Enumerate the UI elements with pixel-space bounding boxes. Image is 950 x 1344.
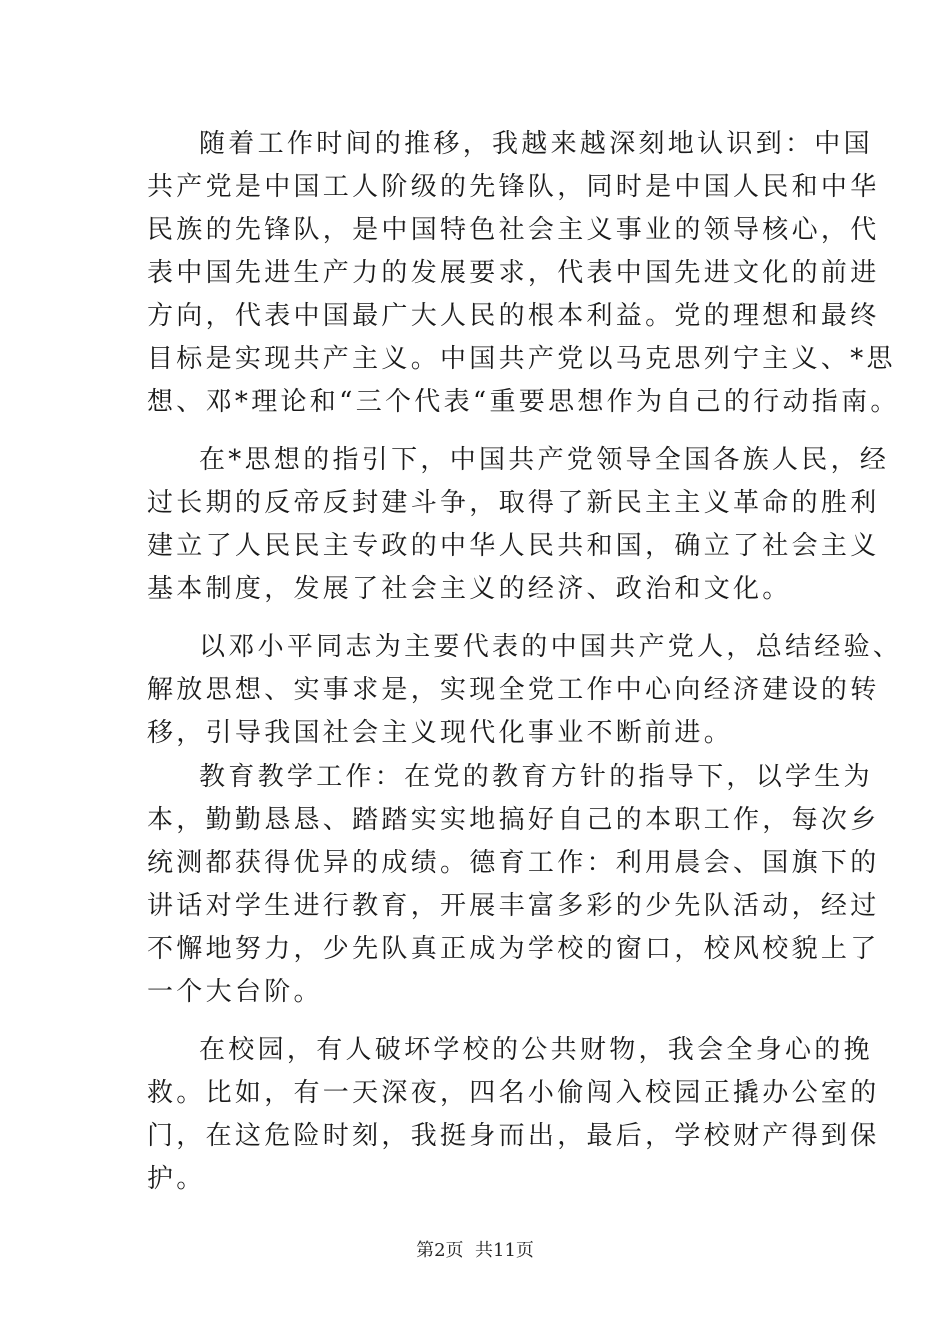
text-line: 民族的先锋队，是中国特色社会主义事业的领导核心，代 — [147, 215, 880, 245]
text-line: 过长期的反帝反封建斗争，取得了新民主主义革命的胜利 — [147, 488, 880, 518]
page-number: 第2页 共11页 — [416, 1240, 534, 1261]
text-line: 方向，代表中国最广大人民的根本利益。党的理想和最终 — [147, 301, 880, 331]
text-line: 门，在这危险时刻，我挺身而出，最后，学校财产得到保 — [147, 1121, 880, 1151]
text-line: 教育教学工作：在党的教育方针的指导下，以学生为 — [199, 762, 873, 792]
text-line: 以邓小平同志为主要代表的中国共产党人，总结经验、 — [199, 632, 903, 662]
text-line: 表中国先进生产力的发展要求，代表中国先进文化的前进 — [147, 258, 880, 288]
text-line: 统测都获得优异的成绩。德育工作：利用晨会、国旗下的 — [147, 848, 880, 878]
text-line: 不懈地努力，少先队真正成为学校的窗口，校风校貌上了 — [147, 934, 880, 964]
text-line: 讲话对学生进行教育，开展丰富多彩的少先队活动，经过 — [147, 891, 880, 921]
text-line: 建立了人民民主专政的中华人民共和国，确立了社会主义 — [147, 531, 880, 561]
page-footer — [0, 1240, 950, 1262]
text-line: 共产党是中国工人阶级的先锋队，同时是中国人民和中华 — [147, 172, 880, 202]
text-line: 护。 — [147, 1164, 206, 1194]
text-line: 基本制度，发展了社会主义的经济、政治和文化。 — [147, 574, 792, 604]
text-line: 一个大台阶。 — [147, 977, 323, 1007]
text-line: 随着工作时间的推移，我越来越深刻地认识到：中国 — [199, 129, 873, 159]
text-line: 解放思想、实事求是，实现全党工作中心向经济建设的转 — [147, 675, 880, 705]
text-line: 在校园，有人破坏学校的公共财物，我会全身心的挽 — [199, 1035, 873, 1065]
text-line: 救。比如，有一天深夜，四名小偷闯入校园正撬办公室的 — [147, 1078, 880, 1108]
text-line: 想、邓*理论和“三个代表“重要思想作为自己的行动指南。 — [147, 387, 900, 417]
text-line: 目标是实现共产主义。中国共产党以马克思列宁主义、*思 — [147, 344, 896, 374]
text-line: 在*思想的指引下，中国共产党领导全国各族人民，经 — [199, 445, 890, 475]
text-line: 本，勤勤恳恳、踏踏实实地搞好自己的本职工作，每次乡 — [147, 805, 880, 835]
text-line: 移，引导我国社会主义现代化事业不断前进。 — [147, 718, 734, 748]
